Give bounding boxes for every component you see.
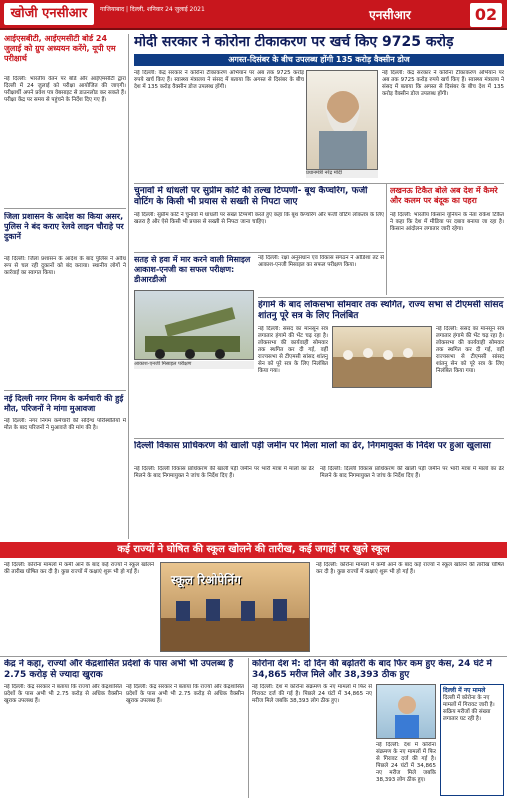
parliament-body-col2: नई दिल्ली: संसद का मानसून सत्र लगातार हंगामे की भेंट चढ़ रहा है। लोकसभा की कार्यवाही सोमवार तक स्थगित कर दी गई, वहीं राज्यसभा से टीएमसी सांसद शांतनु सेन को पूरे सत्र के लिए निलंबित किया गया। <box>436 326 504 374</box>
election-headline: चुनावों में धांधली पर सुप्रीम कोर्ट की तल्ख टिप्पणी- बूथ कैप्चरिंग, फर्जी वोटिंग के किसी भी प्रयास से सख्ती से निपटा जाए <box>134 186 368 207</box>
vaccine-body: नई दिल्ली: केंद्र सरकार ने बताया कि राज्यों और केंद्रशासित प्रदेशों के पास अभी भी 2.75 करोड़ से अधिक वैक्सीन खुराक उपलब्ध हैं। <box>4 684 122 704</box>
covid-photo <box>376 684 436 739</box>
lead-headline: मोदी सरकार ने कोरोना टीकाकरण पर खर्च किए 9725 करोड़ <box>134 34 454 50</box>
parliament-photo <box>332 326 432 388</box>
divider <box>4 208 126 209</box>
parliament-headline: हंगामे के बाद लोकसभा सोमवार तक स्थगित, राज्य सभा से टीएमसी सांसद शांतनु पूरे सत्र के लिए निलंबित <box>258 300 504 321</box>
divider <box>134 252 384 253</box>
missile-headline: सतह से हवा में मार करने वाली मिसाइल आकाश-एनजी का सफल परीक्षण: डीआरडीओ <box>134 255 251 284</box>
schools-body: नई दिल्ली: कोरोना मामलों में कमी आने के बाद कई राज्यों ने स्कूल खोलने की तारीख घोषित कर दी है। कुछ राज्यों में कक्षाएं शुरू भी हो गई हैं। <box>4 562 154 575</box>
schools-body-col2: नई दिल्ली: कोरोना मामलों में कमी आने के बाद कई राज्यों ने स्कूल खोलने की तारीख घोषित कर दी है। कुछ राज्यों में कक्षाएं शुरू भी हो गई हैं। <box>316 562 504 575</box>
divider <box>258 297 504 298</box>
lead-photo-caption: प्रधानमंत्री नरेंद्र मोदी <box>306 170 378 178</box>
lead-body-col2: नई दिल्ली: केंद्र सरकार ने कोरोना टीकाकरण अभियान पर अब तक 9725 करोड़ रुपये खर्च किए हैं। स्वास्थ्य मंत्रालय ने संसद में बताया कि अगस्त से दिसंबर के बीच देश में 135 करोड़ वैक्सीन डोज उपलब्ध होंगी। <box>382 70 504 97</box>
parliament-body: नई दिल्ली: संसद का मानसून सत्र लगातार हंगामे की भेंट चढ़ रहा है। लोकसभा की कार्यवाही सोमवार तक स्थगित कर दी गई, वहीं राज्यसभा से टीएमसी सांसद शांतनु सेन को पूरे सत्र के लिए निलंबित किया गया। <box>258 326 328 374</box>
tikait-body: नई दिल्ली: भारतीय किसान यूनियन के नेता राकेश टिकैत ने कहा कि देश में मीडिया पर दबाव बनाया जा रहा है। किसान आंदोलन लगातार जारी रहेगा। <box>390 212 504 232</box>
divider <box>134 183 504 184</box>
missile-photo <box>134 290 254 360</box>
column-divider <box>128 34 129 539</box>
portrait-photo-icon <box>307 71 378 170</box>
parliament-photo-icon <box>333 327 432 388</box>
missile-launcher-photo-icon <box>135 291 254 360</box>
covid-cases-body: नई दिल्ली: देश में कोरोना संक्रमण के नए मामलों में फिर से गिरावट दर्ज की गई है। पिछले 24 घंटों में 34,865 नए मरीज मिले जबकि 38,393 लोग ठीक हुए। <box>252 684 372 704</box>
lead-subheadline: अगस्त-दिसंबर के बीच उपलब्ध होंगी 135 करोड़ वैक्सीन डोज <box>134 54 504 66</box>
election-body: नई दिल्ली: सुप्रीम कोर्ट ने चुनावों में धांधली पर सख्त टिप्पणी करते हुए कहा कि बूथ कैप्चरिंग और फर्जी वोटिंग लोकतंत्र के लिए खतरा है और ऐसे किसी भी प्रयास से सख्ती से निपटा जाना चाहिए। <box>134 212 384 225</box>
lead-body: नई दिल्ली: केंद्र सरकार ने कोरोना टीकाकरण अभियान पर अब तक 9725 करोड़ रुपये खर्च किए हैं। स्वास्थ्य मंत्रालय ने संसद में बताया कि अगस्त से दिसंबर के बीच देश में 135 करोड़ वैक्सीन डोज उपलब्ध होंगी। <box>134 70 304 90</box>
divider <box>4 390 126 391</box>
left-story3-body: नई दिल्ली: नगर निगम कर्मचारी की संदिग्ध परिस्थितियों में मौत के बाद परिजनों ने मुआवजे की मांग की है। <box>4 418 126 431</box>
masthead-logo: खोजी एनसीआर <box>4 3 94 25</box>
section-title: एनसीआर <box>369 8 411 22</box>
delhi-body: नई दिल्ली: दिल्ली विकास प्राधिकरण की खाली पड़ी जमीन पर भारी मात्रा में मालों का ढेर मिलने के बाद निगमायुक्त ने जांच के निर्देश दिए हैं। <box>134 466 314 479</box>
covid-cases-body-col2: नई दिल्ली: देश में कोरोना संक्रमण के नए मामलों में फिर से गिरावट दर्ज की गई है। पिछले 24 घंटों में 34,865 नए मरीज मिले जबकि 38,393 लोग ठीक हुए। <box>376 742 436 783</box>
vaccine-body-col2: नई दिल्ली: केंद्र सरकार ने बताया कि राज्यों और केंद्रशासित प्रदेशों के पास अभी भी 2.75 करोड़ से अधिक वैक्सीन खुराक उपलब्ध हैं। <box>126 684 244 704</box>
school-photo-text: स्कूल रिओपेनिंग <box>171 573 241 587</box>
schools-band-headline: कई राज्यों ने घोषित की स्कूल खोलने की तारीख, कई जगहों पर खुले स्कूल <box>0 542 507 558</box>
divider <box>134 438 504 439</box>
lead-photo <box>306 70 378 170</box>
covid-cases-headline: कोरोना देश में: दो दिन की बढ़ोतरी के बाद फिर कम हुए केस, 24 घंटे में 34,865 मरीज मिले और 38,393 ठीक हुए <box>252 659 492 680</box>
left-story2-body: नई दिल्ली: जिला प्रशासन के आदेश के बाद पुलिस ने अवैध रूप से चल रही दुकानों को बंद कराया। स्थानीय लोगों ने कार्रवाई का स्वागत किया। <box>4 256 126 276</box>
left-story3-headline: नई दिल्ली नगर निगम के कर्मचारी की हुई मौत, परिजनों ने मांगा मुआवजा <box>4 394 124 413</box>
missile-body: नई दिल्ली: रक्षा अनुसंधान एवं विकास संगठन ने ओडिशा तट से आकाश-एनजी मिसाइल का सफल परीक्षण किया। <box>258 255 384 268</box>
tikait-headline: लखनऊ टिकैत बोले अब देश में कैमरे और कलम पर बंदूक का पहरा <box>390 186 498 205</box>
column-divider <box>248 658 249 798</box>
sidebar-box <box>440 684 504 796</box>
column-divider <box>386 183 387 295</box>
page-number: 02 <box>470 3 502 27</box>
sidebar-box-body: दिल्ली में कोरोना के नए मामलों में गिरावट जारी है। सक्रिय मरीजों की संख्या लगातार घट रही है। <box>443 695 495 722</box>
left-story1-headline: आईएसबीटी, आईएमसीटी बोर्ड 24 जुलाई को ग्रुप अध्ययन करेंगे, यूपी एम परीक्षार्थ <box>4 34 116 63</box>
divider <box>0 656 507 657</box>
school-photo <box>160 562 310 652</box>
sidebar-box-headline: दिल्ली में नए मामले <box>443 687 486 694</box>
vaccination-photo-icon <box>377 685 436 739</box>
missile-caption: आकाश-एनजी मिसाइल परीक्षण <box>134 361 254 369</box>
delhi-body-col2: नई दिल्ली: दिल्ली विकास प्राधिकरण की खाली पड़ी जमीन पर भारी मात्रा में मालों का ढेर मिलने के बाद निगमायुक्त ने जांच के निर्देश दिए हैं। <box>320 466 504 479</box>
dateline: गाजियाबाद | दिल्ली, शनिवार 24 जुलाई 2021 <box>100 6 205 13</box>
vaccine-headline: केंद्र ने कहा, राज्यों और केंद्रशासित प्रदेशों के पास अभी भी उपलब्ध हैं 2.75 करोड़ से ज्यादा खुराक <box>4 659 234 680</box>
left-story1-body: नई दिल्ली: भारतीय वेतन पर बोर्ड और आईएमसीटी द्वारा दिल्ली में 24 जुलाई को परीक्षा आयोजित की जाएगी। परीक्षार्थी अपने प्रवेश पत्र वेबसाइट से डाउनलोड कर सकते हैं। परीक्षा केंद्र पर समय से पहुंचने के निर्देश दिए गए हैं। <box>4 76 126 103</box>
left-story2-headline: जिला प्रशासन के आदेश का किया असर, पुलिस ने बंद कराए रेलवे लाइन चौराहे पर दुकानें <box>4 212 124 241</box>
delhi-headline: दिल्ली विकास प्राधिकरण की खाली पड़ी जमीन पर मिला मालों का ढेर, निगमायुक्त के निर्देश पर हुआ खुलासा <box>134 441 491 451</box>
